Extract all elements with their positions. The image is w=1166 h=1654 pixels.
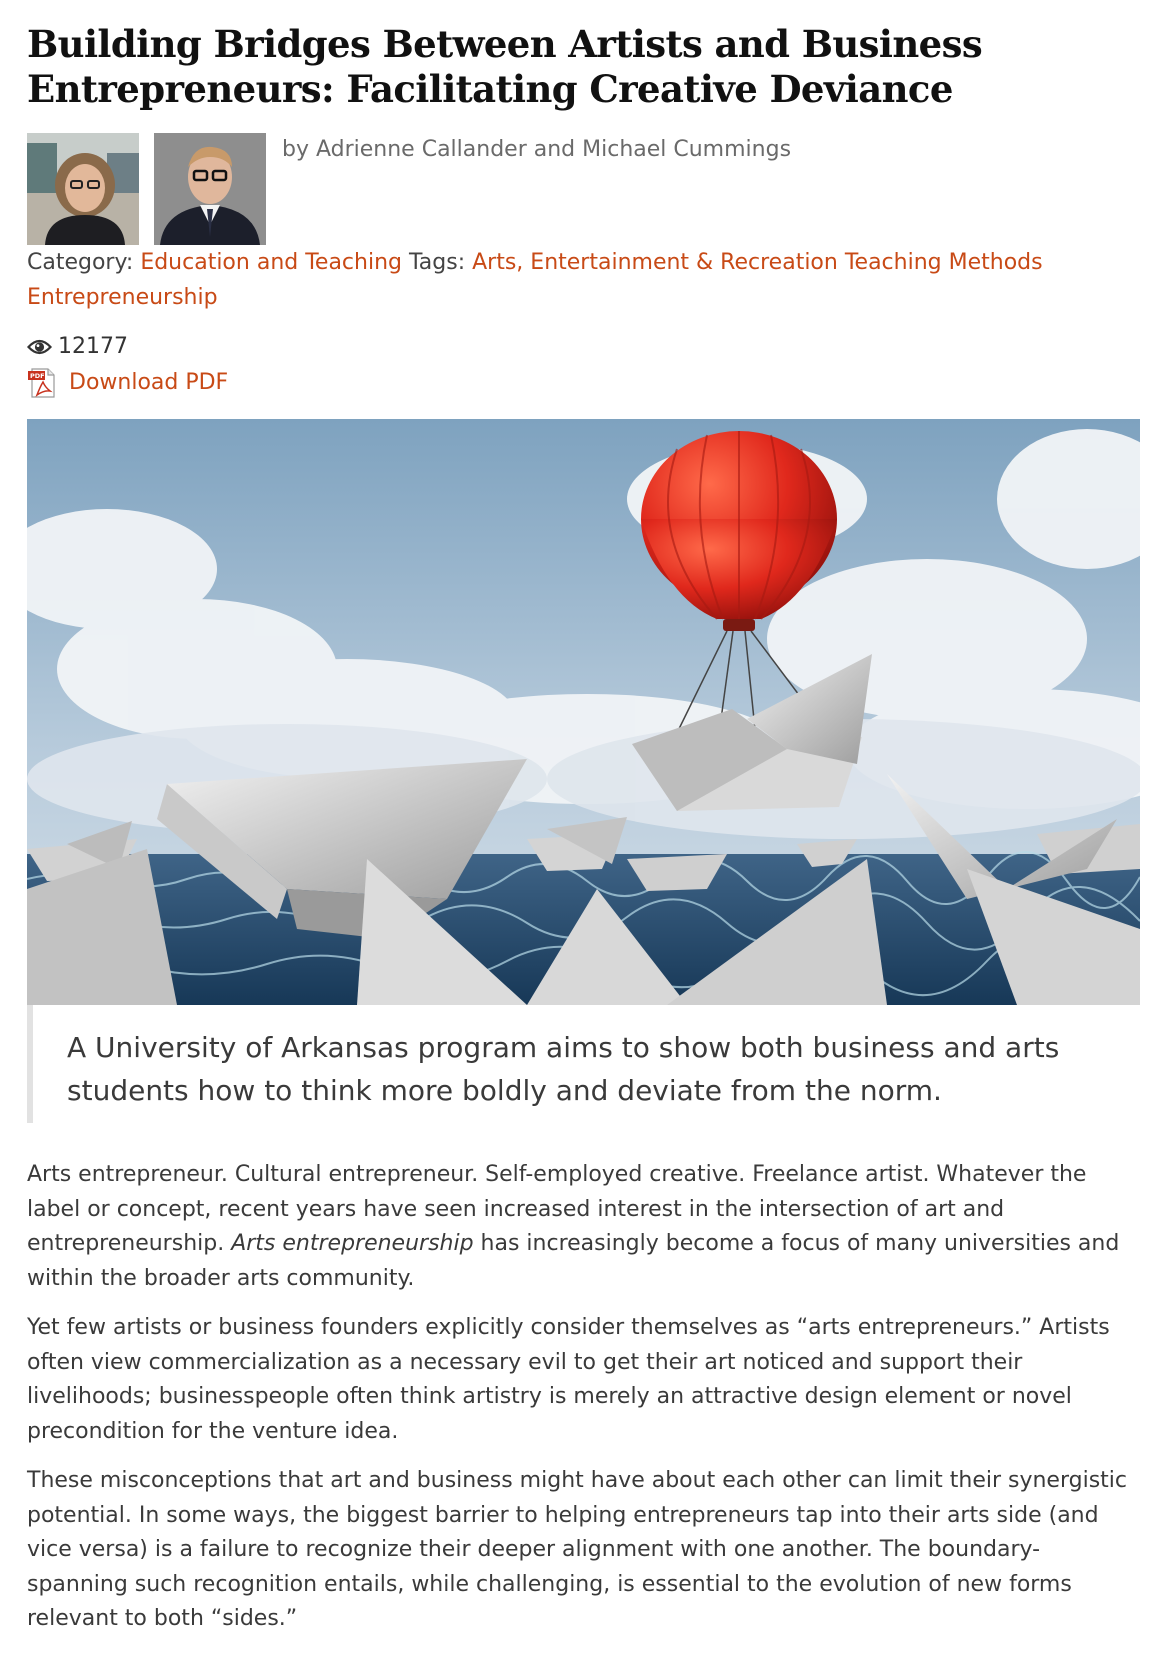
article-byline: by Adrienne Callander and Michael Cummings [282,137,792,162]
eye-icon [27,338,52,356]
body-paragraph-emphasis: Arts entrepreneurship [231,1231,474,1256]
tag-link-teaching-methods[interactable]: Teaching Methods [844,250,1043,275]
view-count [27,332,128,362]
category-link[interactable]: Education and Teaching [140,250,402,275]
category-label: Category: [27,250,134,275]
tags-label: Tags: [409,250,466,275]
svg-text:PDF: PDF [30,372,45,380]
article-title: Building Bridges Between Artists and Business Entrepreneurs: Facilitating Creative Deviance [27,22,983,111]
article-meta [27,245,1147,315]
body-paragraph: Yet few artists or business founders explicitly consider themselves as “arts entrepreneurs.” Artists often view commercialization as a necessary evil to get their art noticed and support their livelihoods; businesspeople often think artistry is merely an attractive design element or novel precondition for the venture idea. [27,1315,1110,1444]
body-paragraph: These misconceptions that art and business might have about each other can limit their synergistic potential. In some ways, the biggest barrier to helping entrepreneurs tap into their arts side (and vice versa) is a failure to recognize their deeper alignment with one another. The boundary-spanning such recognition entails, while challenging, is essential to the evolution of new forms relevant to both “sides.” [27,1468,1127,1631]
body-paragraph-text: has increasingly become a focus of many universities and within the broader arts community. [27,1231,1120,1291]
view-count-value: 12177 [58,334,128,359]
article-body [27,1158,1137,1652]
body-paragraph [27,1158,1137,1296]
download-pdf[interactable] [27,367,228,399]
hero-image [27,419,1140,1005]
pdf-icon [27,367,59,399]
body-paragraph-text: Arts entrepreneur. Cultural entrepreneur. Self-employed creative. Freelance artist. Whatever the label or concept, recent years have seen increased interest in the intersection of art and entrepreneurship. [27,1162,1087,1256]
tag-link-entrepreneurship[interactable]: Entrepreneurship [27,285,218,310]
tag-link-arts-entertainment-recreation[interactable]: Arts, Entertainment & Recreation [472,250,838,275]
download-pdf-link[interactable]: Download PDF [69,370,229,395]
pullquote: A University of Arkansas program aims to show both business and arts students how to think more boldly and deviate from the norm. [27,1005,1107,1123]
author-photo-michael-cummings [154,133,266,245]
author-photo-adrienne-callander [27,133,139,245]
